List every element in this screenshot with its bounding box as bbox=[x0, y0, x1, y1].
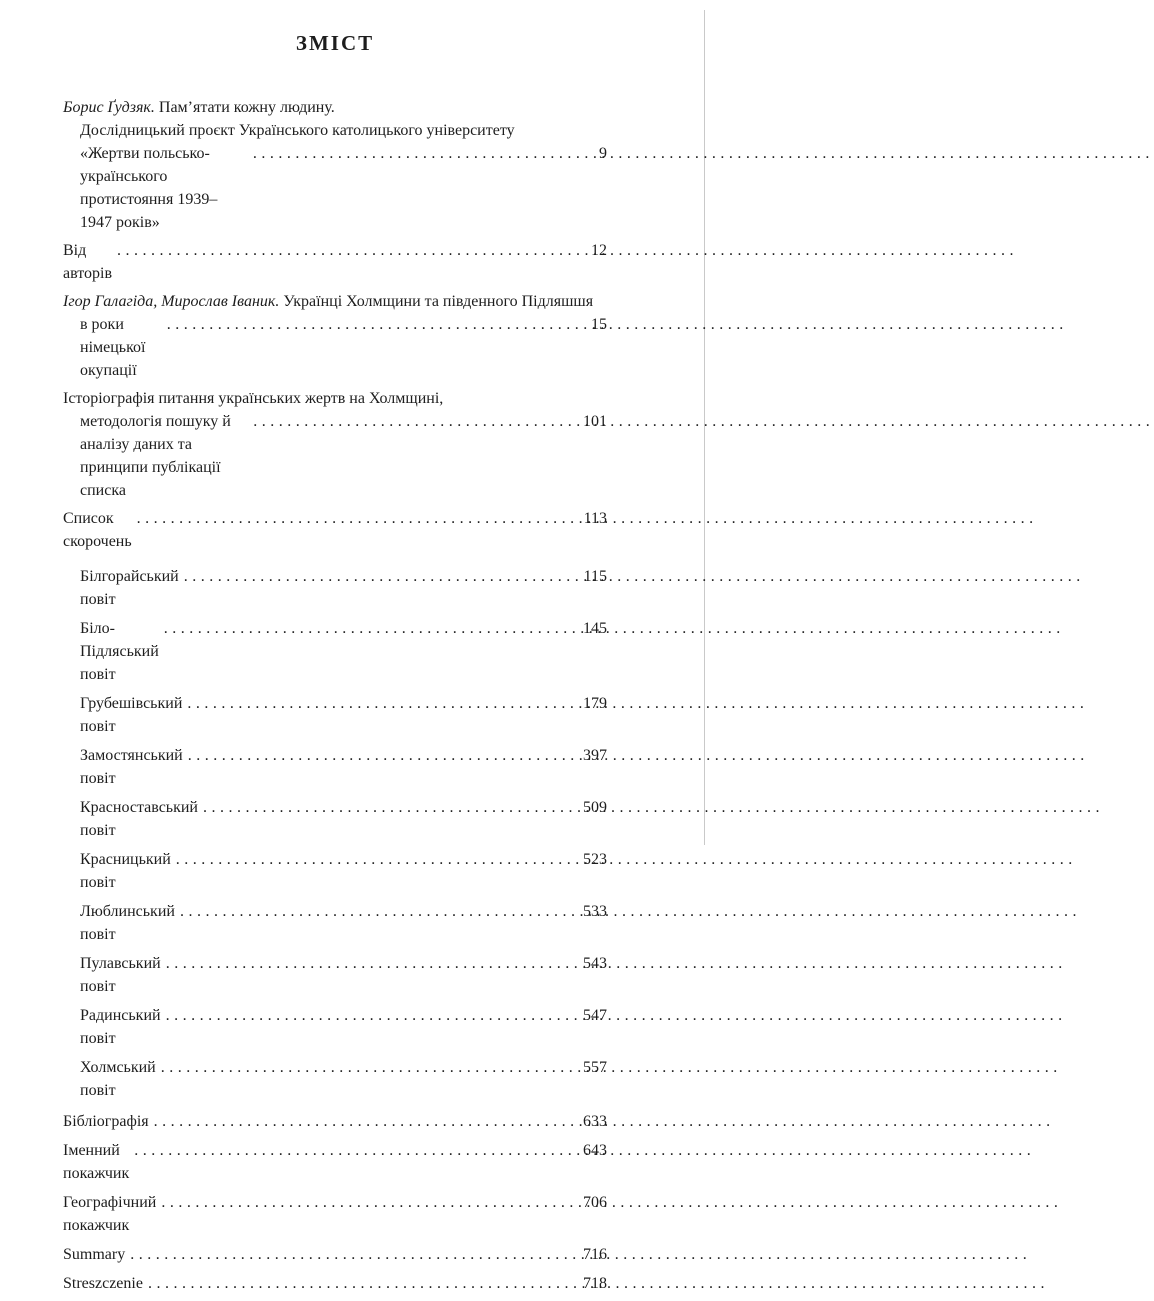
toc-label: Білгорайський повіт bbox=[80, 568, 183, 608]
toc-entry bbox=[63, 900, 607, 946]
page-number: 509 bbox=[583, 799, 607, 816]
toc-line bbox=[63, 1004, 607, 1050]
toc-line bbox=[63, 1272, 607, 1295]
toc-label: Грубешівський повіт bbox=[80, 695, 187, 735]
toc-line bbox=[63, 119, 607, 142]
page-number: 533 bbox=[583, 903, 607, 920]
toc-label: Красноставський повіт bbox=[80, 799, 202, 839]
page-number: 716 bbox=[583, 1246, 607, 1263]
toc-entry bbox=[63, 617, 607, 686]
dot-leader bbox=[167, 313, 590, 336]
toc-section-districts bbox=[63, 565, 607, 1102]
page-number: 15 bbox=[591, 316, 607, 333]
page-number: 101 bbox=[583, 413, 607, 430]
toc-entry bbox=[63, 96, 607, 234]
contents-title: ЗМІСТ bbox=[295, 31, 375, 55]
toc-entry bbox=[63, 1243, 607, 1266]
toc-line bbox=[63, 142, 607, 234]
dot-leader bbox=[161, 1056, 582, 1079]
toc-line bbox=[63, 1191, 607, 1237]
page-number: 113 bbox=[583, 510, 607, 527]
toc bbox=[63, 96, 607, 1295]
toc-label: Бібліографія bbox=[63, 1113, 149, 1130]
toc-label: Біло-Підляський повіт bbox=[80, 620, 163, 683]
toc-line bbox=[63, 848, 607, 894]
dot-leader bbox=[180, 900, 582, 923]
page-number: 397 bbox=[583, 747, 607, 764]
toc-label: Пам’ятати кожну людину. bbox=[154, 99, 335, 116]
author-name: Ігор Галагіда, Мирослав Іваник. bbox=[63, 293, 280, 310]
page-number: 145 bbox=[583, 620, 607, 637]
toc-line bbox=[63, 290, 607, 313]
toc-label: Радинський повіт bbox=[80, 1007, 165, 1047]
toc-label: Холмський повіт bbox=[80, 1059, 160, 1099]
toc-line bbox=[63, 1243, 607, 1266]
toc-entry bbox=[63, 692, 607, 738]
page-number: 557 bbox=[583, 1059, 607, 1076]
page-number: 12 bbox=[591, 242, 607, 259]
dot-leader bbox=[253, 410, 582, 433]
dot-leader bbox=[188, 744, 582, 767]
toc-line bbox=[63, 900, 607, 946]
toc-entry bbox=[63, 290, 607, 382]
toc-section-back-matter bbox=[63, 1110, 607, 1295]
toc-label: Від авторів bbox=[63, 242, 113, 282]
toc-label: Дослідницький проєкт Українського католицького університету bbox=[80, 122, 515, 139]
toc-label: Summary bbox=[63, 1246, 126, 1263]
dot-leader bbox=[187, 692, 582, 715]
toc-label: методологія пошуку й аналізу даних та принципи публікації списка bbox=[80, 413, 235, 499]
toc-label: Українці Холмщини та південного Підляшшя bbox=[279, 293, 594, 310]
page-number: 643 bbox=[583, 1142, 607, 1159]
toc-entry bbox=[63, 848, 607, 894]
toc-entry bbox=[63, 1110, 607, 1133]
toc-entry bbox=[63, 744, 607, 790]
toc-entry bbox=[63, 796, 607, 842]
toc-line bbox=[63, 796, 607, 842]
author-name: Борис Ґудзяк. bbox=[63, 99, 155, 116]
toc-entry bbox=[63, 565, 607, 611]
dot-leader bbox=[117, 239, 590, 262]
dot-leader bbox=[166, 952, 582, 975]
toc-entry bbox=[63, 1004, 607, 1050]
dot-leader bbox=[130, 1243, 582, 1266]
toc-label: в роки німецької окупації bbox=[80, 316, 150, 379]
toc-label: Історіографія питання українських жертв на Холмщині, bbox=[63, 390, 444, 407]
toc-label: Красницький повіт bbox=[80, 851, 175, 891]
toc-line bbox=[63, 744, 607, 790]
dot-leader bbox=[148, 1272, 582, 1295]
toc-label: Streszczenie bbox=[63, 1275, 143, 1292]
toc-line bbox=[63, 239, 607, 285]
dot-leader bbox=[166, 1004, 582, 1027]
toc-label: Іменний покажчик bbox=[63, 1142, 130, 1182]
toc-line bbox=[63, 565, 607, 611]
toc-entry bbox=[63, 1191, 607, 1237]
toc-line bbox=[63, 1139, 607, 1185]
dot-leader bbox=[203, 796, 582, 819]
toc-entry bbox=[63, 387, 607, 502]
toc-section-front-matter bbox=[63, 96, 607, 553]
toc-entry bbox=[63, 239, 607, 285]
toc-label: Географічний покажчик bbox=[63, 1194, 161, 1234]
toc-label: Пулавський повіт bbox=[80, 955, 165, 995]
page-number: 115 bbox=[583, 568, 607, 585]
toc-line bbox=[63, 1110, 607, 1133]
dot-leader bbox=[253, 142, 598, 165]
dot-leader bbox=[134, 1139, 582, 1162]
page-number: 633 bbox=[583, 1113, 607, 1130]
toc-entry bbox=[63, 1272, 607, 1295]
page-number: 547 bbox=[583, 1007, 607, 1024]
toc-entry bbox=[63, 1056, 607, 1102]
toc-entry bbox=[63, 507, 607, 553]
page-number: 523 bbox=[583, 851, 607, 868]
toc-entry bbox=[63, 1139, 607, 1185]
dot-leader bbox=[154, 1110, 582, 1133]
dot-leader bbox=[184, 565, 583, 588]
toc-line bbox=[63, 952, 607, 998]
toc-line bbox=[63, 387, 607, 410]
toc-label: Замостянський повіт bbox=[80, 747, 187, 787]
page-number: 9 bbox=[599, 145, 607, 162]
toc-label: Список скорочень bbox=[63, 510, 132, 550]
toc-line bbox=[63, 507, 607, 553]
page-number: 543 bbox=[583, 955, 607, 972]
toc-line bbox=[63, 692, 607, 738]
page-number: 718 bbox=[583, 1275, 607, 1292]
dot-leader bbox=[164, 617, 582, 640]
toc-line bbox=[63, 313, 607, 382]
toc-line bbox=[63, 1056, 607, 1102]
page-number: 706 bbox=[583, 1194, 607, 1211]
toc-line bbox=[63, 410, 607, 502]
toc-line bbox=[63, 617, 607, 686]
page-number: 179 bbox=[583, 695, 607, 712]
toc-label: Люблинський повіт bbox=[80, 903, 179, 943]
toc-line bbox=[63, 96, 607, 119]
dot-leader bbox=[176, 848, 582, 871]
toc-label: «Жертви польсько-українського протистояння 1939–1947 років» bbox=[80, 145, 218, 231]
dot-leader bbox=[137, 507, 583, 530]
toc-entry bbox=[63, 952, 607, 998]
toc-content bbox=[63, 30, 607, 1301]
dot-leader bbox=[161, 1191, 582, 1214]
